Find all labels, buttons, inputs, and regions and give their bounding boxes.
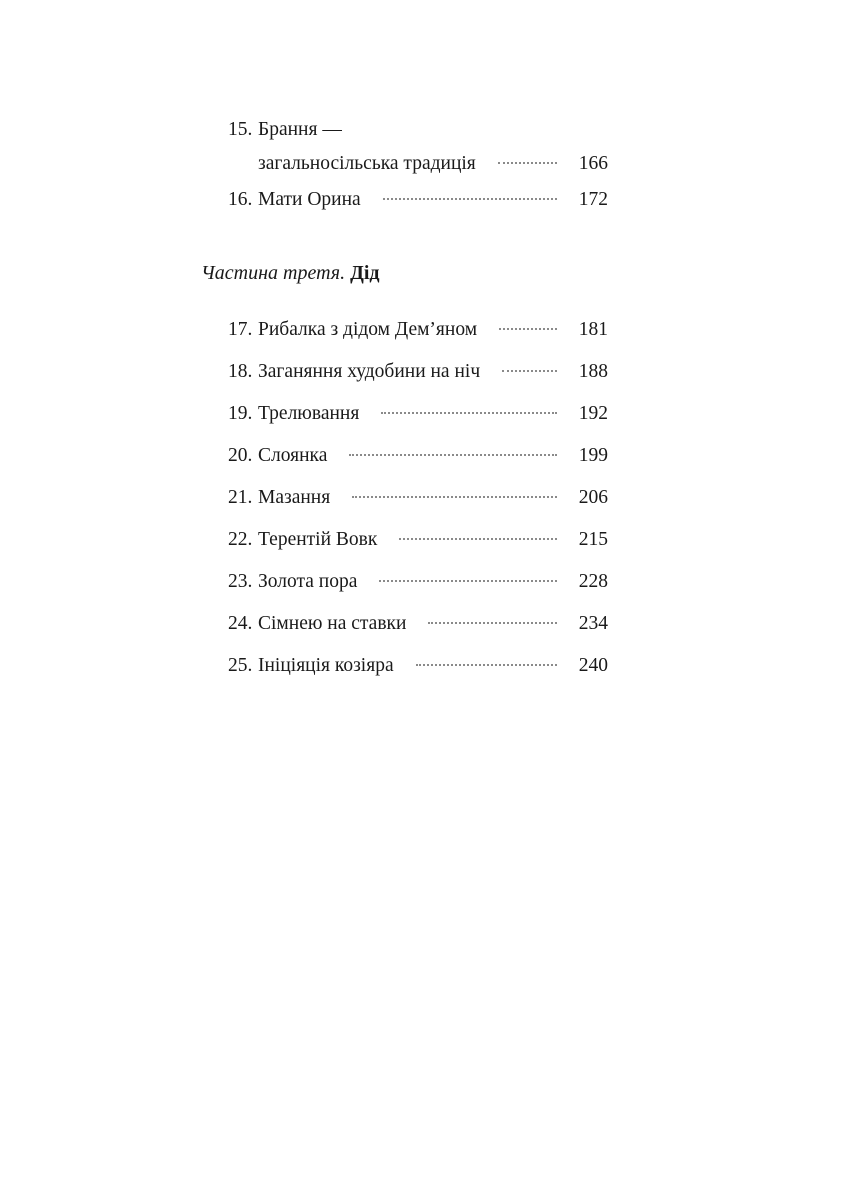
entry-number: 18.	[228, 361, 253, 382]
dot-leader	[498, 162, 557, 164]
entry-page-number: 192	[578, 403, 608, 424]
entry-title: Ініціяція козіяра	[258, 655, 394, 676]
entry-title: Мати Орина	[258, 189, 361, 210]
entry-page-number: 228	[578, 571, 608, 592]
toc-entry-20[interactable]	[228, 439, 608, 473]
entry-number: 23.	[228, 571, 253, 592]
toc-entry-22[interactable]	[228, 523, 608, 557]
entry-title: Слоянка	[258, 445, 328, 466]
entry-number: 15.	[228, 119, 253, 140]
entry-title-continued: загальносільська традиція	[258, 153, 476, 174]
entry-page-number: 188	[578, 361, 608, 382]
toc-entry-24[interactable]	[228, 607, 608, 641]
toc-entry-17[interactable]	[228, 313, 608, 347]
toc-entry-15[interactable]	[228, 113, 608, 181]
toc-entry-23[interactable]	[228, 565, 608, 599]
entry-page-number: 199	[578, 445, 608, 466]
dot-leader	[352, 496, 557, 498]
dot-leader	[349, 454, 556, 456]
dot-leader	[399, 538, 556, 540]
part-name: Дід	[350, 262, 380, 284]
entry-title: Брання —	[258, 119, 342, 140]
entry-number: 19.	[228, 403, 253, 424]
entry-page-number: 172	[578, 189, 608, 210]
toc-entry-19[interactable]	[228, 397, 608, 431]
dot-leader	[383, 198, 557, 200]
entry-title: Золота пора	[258, 571, 358, 592]
dot-leader	[502, 370, 557, 372]
entry-number: 16.	[228, 189, 253, 210]
entry-number: 17.	[228, 319, 253, 340]
toc-entry-16[interactable]	[228, 183, 608, 217]
entry-page-number: 240	[578, 655, 608, 676]
entry-number: 22.	[228, 529, 253, 550]
entry-page-number: 166	[578, 153, 608, 174]
dot-leader	[379, 580, 556, 582]
toc-entry-25[interactable]	[228, 649, 608, 683]
entry-page-number: 234	[578, 613, 608, 634]
dot-leader	[416, 664, 557, 666]
entry-page-number: 181	[578, 319, 608, 340]
entry-title: Терентій Вовк	[258, 529, 378, 550]
entry-number: 25.	[228, 655, 253, 676]
entry-page-number: 215	[578, 529, 608, 550]
dot-leader	[428, 622, 556, 624]
entry-title: Мазання	[258, 487, 331, 508]
entry-title: Сімнею на ставки	[258, 613, 407, 634]
part-heading	[201, 258, 380, 288]
entry-title: Рибалка з дідом Дем’яном	[258, 319, 478, 340]
toc-entry-21[interactable]	[228, 481, 608, 515]
entry-title: Заганяння худобини на ніч	[258, 361, 481, 382]
entry-page-number: 206	[578, 487, 608, 508]
entry-number: 20.	[228, 445, 253, 466]
dot-leader	[499, 328, 557, 330]
entry-number: 21.	[228, 487, 253, 508]
part-label: Частина третя.	[201, 262, 346, 284]
toc-entry-18[interactable]	[228, 355, 608, 389]
entry-number: 24.	[228, 613, 253, 634]
entry-title: Трелювання	[258, 403, 360, 424]
dot-leader	[381, 412, 556, 414]
